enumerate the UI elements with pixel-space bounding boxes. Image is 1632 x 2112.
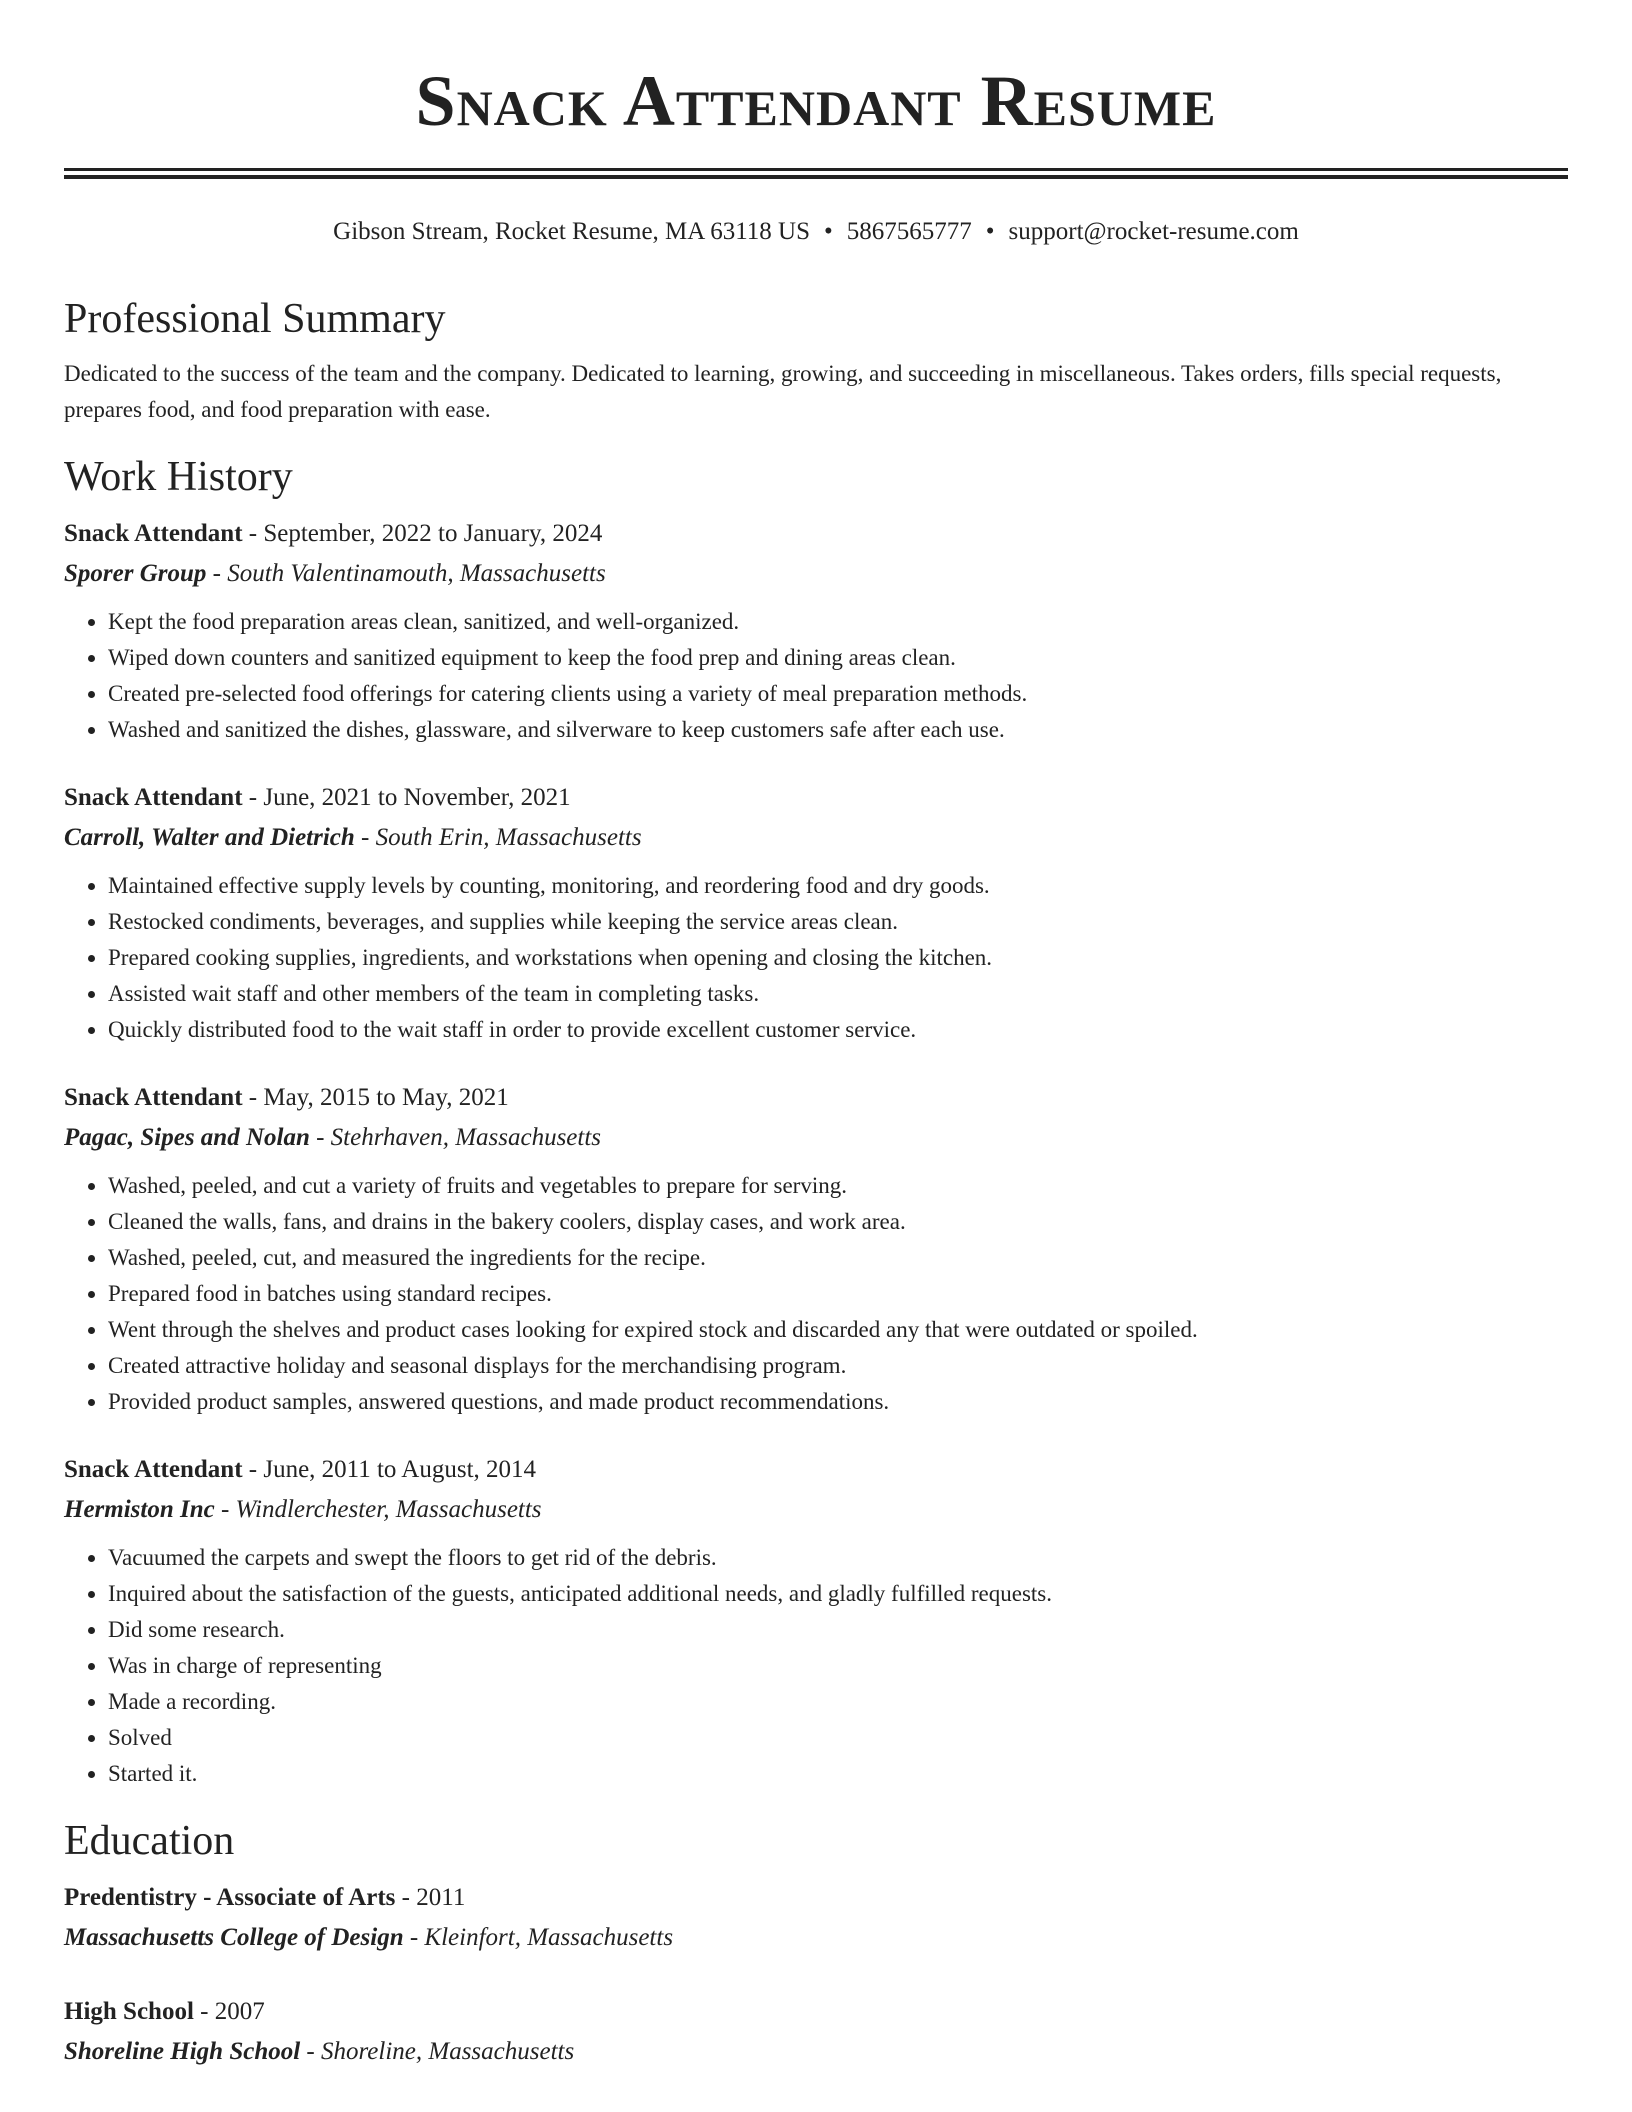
job-title: Snack Attendant [64, 784, 243, 811]
duty-item: • Was in charge of representing [108, 1648, 1568, 1684]
contact-line [64, 212, 1568, 252]
work-history-section [64, 444, 1568, 1792]
duty-item: • Solved [108, 1720, 1568, 1756]
contact-separator: • [985, 218, 995, 245]
job-location: - South Erin, Massachusetts [354, 824, 642, 851]
contact-phone: 5867565777 [846, 218, 972, 245]
duty-item: • Provided product samples, answered questions, and made product recommendations. [108, 1384, 1568, 1420]
job-header [64, 1450, 1568, 1490]
duty-item: • Went through the shelves and product cases looking for expired stock and discarded any that were outdated or spoiled. [108, 1312, 1568, 1348]
duty-item: • Inquired about the satisfaction of the guests, anticipated additional needs, and gladly fulfilled requests. [108, 1576, 1568, 1612]
education-header [64, 1992, 1568, 2032]
education-location: - Shoreline, Massachusetts [300, 2038, 575, 2065]
education-year: - 2007 [193, 1998, 265, 2025]
duty-item: • Cleaned the walls, fans, and drains in the bakery coolers, display cases, and work area. [108, 1204, 1568, 1240]
duty-item: • Restocked condiments, beverages, and supplies while keeping the service areas clean. [108, 904, 1568, 940]
resume-title: Snack Attendant Resume [415, 61, 1217, 141]
education-institution [64, 2032, 1568, 2072]
job-duties [64, 868, 1568, 1048]
job-title: Snack Attendant [64, 1456, 243, 1483]
job-company: Sporer Group [64, 560, 207, 587]
education-school: Massachusetts College of Design [64, 1924, 404, 1951]
resume-content [64, 286, 1568, 2106]
contact-address: Gibson Stream, Rocket Resume, MA 63118 US [333, 218, 810, 245]
job-dates: - September, 2022 to January, 2024 [242, 520, 603, 547]
duty-item: • Kept the food preparation areas clean, sanitized, and well-organized. [108, 604, 1568, 640]
duty-item: • Started it. [108, 1756, 1568, 1792]
duty-item: • Created pre-selected food offerings for catering clients using a variety of meal preparation methods. [108, 676, 1568, 712]
education-heading: Education [64, 1818, 235, 1864]
summary-heading: Professional Summary [64, 296, 446, 342]
summary-section [64, 286, 1568, 428]
title-divider-bottom [64, 175, 1568, 179]
job-location: - Windlerchester, Massachusetts [214, 1496, 542, 1523]
education-year: - 2011 [395, 1884, 466, 1911]
job-company: Hermiston Inc [64, 1496, 215, 1523]
duty-item: • Washed and sanitized the dishes, glassware, and silverware to keep customers safe after each use. [108, 712, 1568, 748]
duty-item: • Washed, peeled, and cut a variety of fruits and vegetables to prepare for serving. [108, 1168, 1568, 1204]
duty-item: • Did some research. [108, 1612, 1568, 1648]
duty-item: • Wiped down counters and sanitized equipment to keep the food prep and dining areas clean. [108, 640, 1568, 676]
job-dates: - June, 2011 to August, 2014 [242, 1456, 537, 1483]
job-entry [64, 1078, 1568, 1420]
job-location: - South Valentinamouth, Massachusetts [206, 560, 606, 587]
summary-text: Dedicated to the success of the team and the company. Dedicated to learning, growing, and succeeding in miscellaneous. Takes orders, fills special requests, prepares food, and food preparation with ease. [64, 361, 1502, 422]
duty-item: • Made a recording. [108, 1684, 1568, 1720]
duty-item: • Washed, peeled, cut, and measured the ingredients for the recipe. [108, 1240, 1568, 1276]
job-title: Snack Attendant [64, 1084, 243, 1111]
education-location: - Kleinfort, Massachusetts [403, 1924, 674, 1951]
duty-item: • Prepared cooking supplies, ingredients, and workstations when opening and closing the kitchen. [108, 940, 1568, 976]
job-duties [64, 1168, 1568, 1420]
work-history-heading: Work History [64, 454, 293, 500]
job-duties [64, 1540, 1568, 1792]
education-entry [64, 1878, 1568, 1958]
contact-separator: • [824, 218, 833, 245]
job-entry [64, 778, 1568, 1048]
job-duties [64, 604, 1568, 748]
education-entry [64, 1992, 1568, 2072]
education-school: Shoreline High School [64, 2038, 301, 2065]
education-institution [64, 1918, 1568, 1958]
duty-item: • Vacuumed the carpets and swept the floors to get rid of the debris. [108, 1540, 1568, 1576]
duty-item: • Quickly distributed food to the wait staff in order to provide excellent customer service. [108, 1012, 1568, 1048]
job-entry [64, 1450, 1568, 1792]
duty-item: • Assisted wait staff and other members of the team in completing tasks. [108, 976, 1568, 1012]
job-entry [64, 514, 1568, 748]
contact-email: support@rocket-resume.com [1008, 218, 1299, 245]
duty-item: • Prepared food in batches using standard recipes. [108, 1276, 1568, 1312]
job-header [64, 1078, 1568, 1118]
title-divider-top [64, 168, 1568, 171]
job-company: Pagac, Sipes and Nolan [64, 1124, 310, 1151]
education-degree: Predentistry - Associate of Arts [64, 1884, 396, 1911]
job-dates: - May, 2015 to May, 2021 [242, 1084, 509, 1111]
education-header [64, 1878, 1568, 1918]
job-employer [64, 1118, 1568, 1158]
job-company: Carroll, Walter and Dietrich [64, 824, 355, 851]
job-title: Snack Attendant [64, 520, 243, 547]
job-employer [64, 554, 1568, 594]
duty-item: • Created attractive holiday and seasonal displays for the merchandising program. [108, 1348, 1568, 1384]
job-employer [64, 818, 1568, 858]
job-dates: - June, 2021 to November, 2021 [242, 784, 571, 811]
job-header [64, 514, 1568, 554]
job-header [64, 778, 1568, 818]
education-degree: High School [64, 1998, 194, 2025]
job-employer [64, 1490, 1568, 1530]
duty-item: • Maintained effective supply levels by counting, monitoring, and reordering food and dry goods. [108, 868, 1568, 904]
job-location: - Stehrhaven, Massachusetts [309, 1124, 602, 1151]
education-section [64, 1808, 1568, 2072]
